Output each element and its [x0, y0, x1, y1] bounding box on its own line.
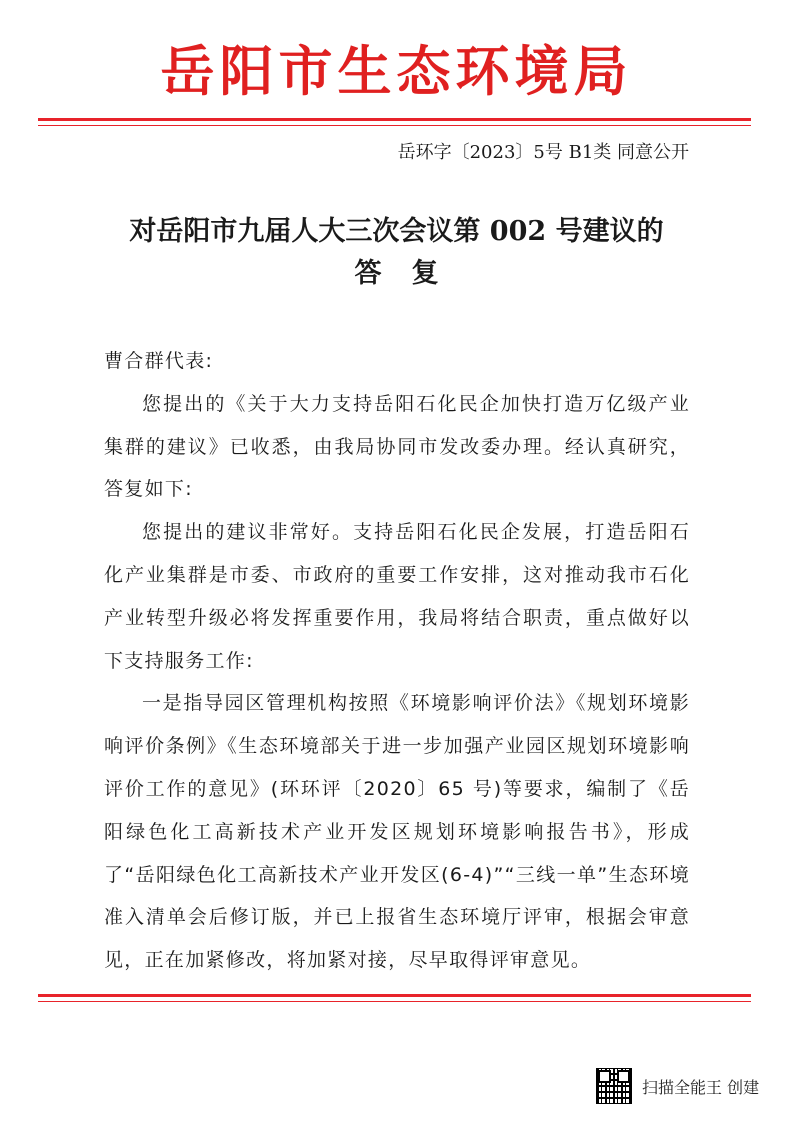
- salutation: 曹合群代表:: [104, 350, 214, 372]
- agency-header: 岳阳市生态环境局: [160, 39, 633, 103]
- header-rule-thick: [38, 118, 751, 121]
- scanner-label: 扫描全能王 创建: [642, 1077, 760, 1097]
- document-body: [104, 340, 690, 982]
- paragraph: 您提出的建议非常好。支持岳阳石化民企发展，打造岳阳石化产业集群是市委、市政府的重要工作安排，这对推动我市石化产业转型升级必将发挥重要作用，我局将结合职责，重点做好以下支持服务工作:: [104, 521, 690, 672]
- document-title-line-2: 答复: [354, 258, 469, 289]
- document-number: 岳环字〔2023〕5号 B1类 同意公开: [397, 142, 689, 163]
- document-title-line-1: 对岳阳市九届人大三次会议第 002 号建议的: [129, 216, 664, 247]
- paragraph: 一是指导园区管理机构按照《环境影响评价法》《规划环境影响评价条例》《生态环境部关于进一步加强产业园区规划环境影响评价工作的意见》(环环评〔2020〕65 号)等要求，编制了《岳阳绿色化工高新技术产业开发区规划环境影响报告书》，形成了“岳阳绿色化工高新技术产业开发区(6-4)”“三线一单”生态环境准入清单会后修订版，并已上报省生态环境厅评审，根据会审意见，正在加紧修改，将加紧对接，尽早取得评审意见。: [104, 692, 690, 972]
- scanner-watermark: [596, 1068, 759, 1104]
- paragraph: 您提出的《关于大力支持岳阳石化民企加快打造万亿级产业集群的建议》已收悉，由我局协同市发改委办理。经认真研究，答复如下:: [104, 392, 690, 501]
- footer-rule-thick: [38, 994, 751, 997]
- header-rule-thin: [38, 125, 751, 126]
- qr-code-icon: [596, 1068, 632, 1104]
- footer-rule-thin: [38, 1001, 751, 1002]
